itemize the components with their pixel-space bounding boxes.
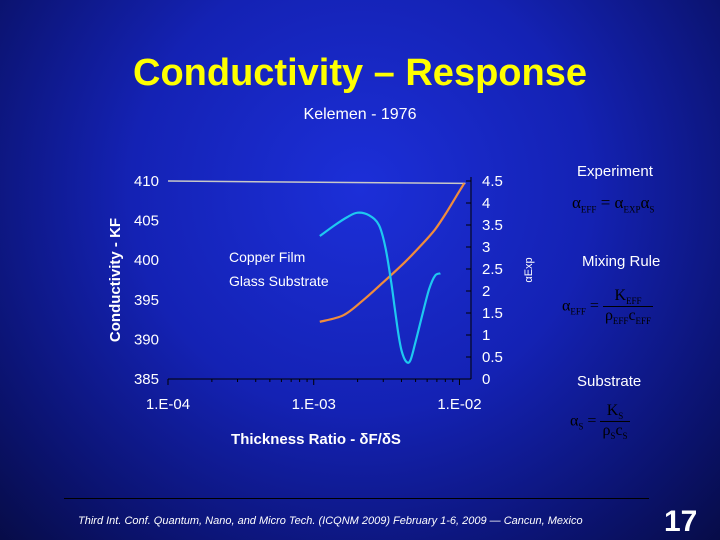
y-left-tick-label: 410 [133, 173, 159, 190]
legend-copper-film: Copper Film [229, 249, 306, 265]
mixing-rule-label: Mixing Rule [582, 253, 661, 270]
page-number: 17 [664, 505, 698, 538]
y-right-tick-label: 2.5 [482, 261, 503, 278]
y-right-tick-label: 2 [482, 283, 491, 300]
footer-citation: Third Int. Conf. Quantum, Nano, and Micro Tech. (ICQNM 2009) February 1-6, 2009 — Cancun, Mexico [78, 515, 583, 527]
slide-title: Conductivity – Response [133, 52, 587, 94]
y-left-tick-label: 405 [133, 212, 159, 230]
y-left-tick-label: 390 [133, 331, 159, 349]
slide-subtitle: Kelemen - 1976 [303, 106, 417, 123]
experiment-label: Experiment [577, 163, 653, 180]
x-tick-label: 1.E-04 [145, 396, 191, 413]
y-right-tick-label: 1.5 [482, 305, 503, 322]
mixing-rule-formula: $\alpha_{EFF}$ = $\frac{K_{EFF}}{\rho_{EFF}c_{EFF}}$ [562, 287, 652, 327]
y-right-tick-label: 1 [482, 327, 491, 344]
x-axis-label: Thickness Ratio - δF/δS [231, 431, 401, 448]
y-right-tick-label: 4 [482, 195, 491, 212]
series-glass-substrate [320, 183, 465, 322]
y-right-tick-label: 4.5 [482, 173, 503, 190]
y-left-tick-label: 395 [133, 291, 159, 309]
series-copper-film [320, 213, 441, 363]
y-axis-label-left: Conductivity - KF [107, 217, 124, 343]
series-reference-line [168, 181, 466, 183]
y-axis-label-right: αExp [523, 257, 535, 283]
substrate-formula: $\alpha_S$ = $\frac{K_S}{\rho_Sc_S}$ [570, 402, 628, 442]
experiment-formula: $\alpha_{EFF} = \alpha_{EXP}\alpha_S$ [572, 193, 655, 215]
footer-divider [64, 498, 649, 499]
y-right-tick-label: 0.5 [482, 349, 503, 366]
y-right-tick-label: 3 [482, 239, 491, 256]
x-tick-label: 1.E-03 [291, 396, 336, 413]
legend-glass-substrate: Glass Substrate [229, 273, 329, 289]
substrate-label: Substrate [577, 373, 642, 390]
y-right-tick-label: 0 [482, 371, 491, 388]
y-left-tick-label: 385 [133, 371, 159, 388]
y-left-tick-label: 400 [133, 252, 159, 270]
x-tick-label: 1.E-02 [437, 396, 482, 413]
y-right-tick-label: 3.5 [482, 217, 503, 234]
